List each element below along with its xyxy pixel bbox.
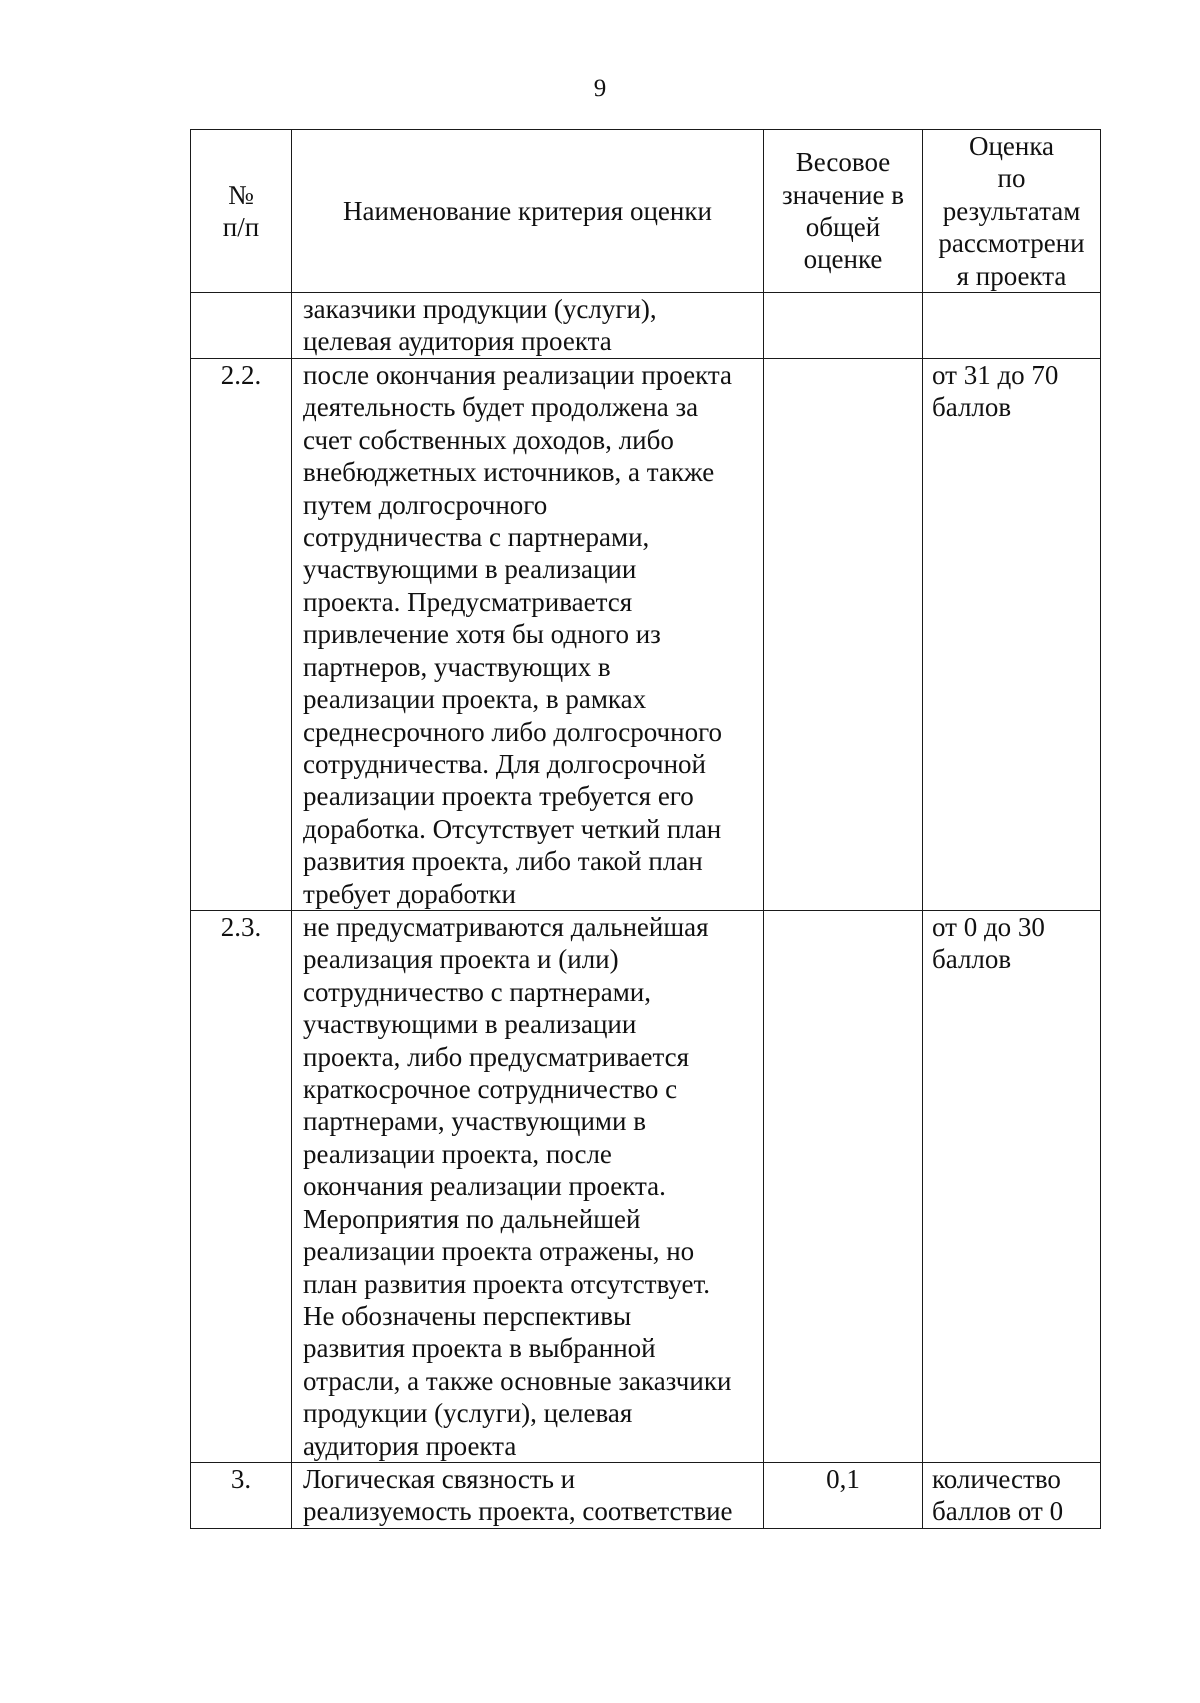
header-criterion-name: Наименование критерия оценки <box>292 130 764 293</box>
header-number: № п/п <box>191 130 292 293</box>
weight-cell <box>764 359 923 911</box>
table-header-row <box>191 130 1101 293</box>
row-number-cell: 3. <box>191 1463 292 1529</box>
score-cell: количество баллов от 0 <box>923 1463 1101 1529</box>
criterion-text-cell: Логическая связность и реализуемость проекта, соответствие <box>292 1463 764 1529</box>
table-row <box>191 1463 1101 1529</box>
table-row <box>191 293 1101 359</box>
row-number-cell: 2.3. <box>191 911 292 1463</box>
header-score: Оценка по результатам рассмотрени я проекта <box>923 130 1101 293</box>
score-cell: от 31 до 70 баллов <box>923 359 1101 911</box>
table-row <box>191 359 1101 911</box>
evaluation-criteria-table <box>190 129 1101 1529</box>
score-cell <box>923 293 1101 359</box>
row-number-cell <box>191 293 292 359</box>
header-weight: Весовое значение в общей оценке <box>764 130 923 293</box>
row-number-cell: 2.2. <box>191 359 292 911</box>
page-number: 9 <box>593 75 607 102</box>
criterion-text-cell: заказчики продукции (услуги), целевая аудитория проекта <box>292 293 764 359</box>
score-cell: от 0 до 30 баллов <box>923 911 1101 1463</box>
criterion-text-cell: после окончания реализации проекта деятельность будет продолжена за счет собственных доходов, либо внебюджетных источников, а также путем долгосрочного сотрудничества с партнерами, участвующими в реализации проекта. Предусматривается привлечение хотя бы одного из партнеров, участвующих в реализации проекта, в рамках среднесрочного либо долгосрочного сотрудничества. Для долгосрочной реализации проекта требуется его доработка. Отсутствует четкий план развития проекта, либо такой план требует доработки <box>292 359 764 911</box>
table-row <box>191 911 1101 1463</box>
criterion-text-cell: не предусматриваются дальнейшая реализация проекта и (или) сотрудничество с партнерами, участвующими в реализации проекта, либо предусматривается краткосрочное сотрудничество с партнерами, участвующими в реализации проекта, после окончания реализации проекта. Мероприятия по дальнейшей реализации проекта отражены, но план развития проекта отсутствует. Не обозначены перспективы развития проекта в выбранной отрасли, а также основные заказчики продукции (услуги), целевая аудитория проекта <box>292 911 764 1463</box>
weight-cell <box>764 911 923 1463</box>
weight-cell: 0,1 <box>764 1463 923 1529</box>
weight-cell <box>764 293 923 359</box>
